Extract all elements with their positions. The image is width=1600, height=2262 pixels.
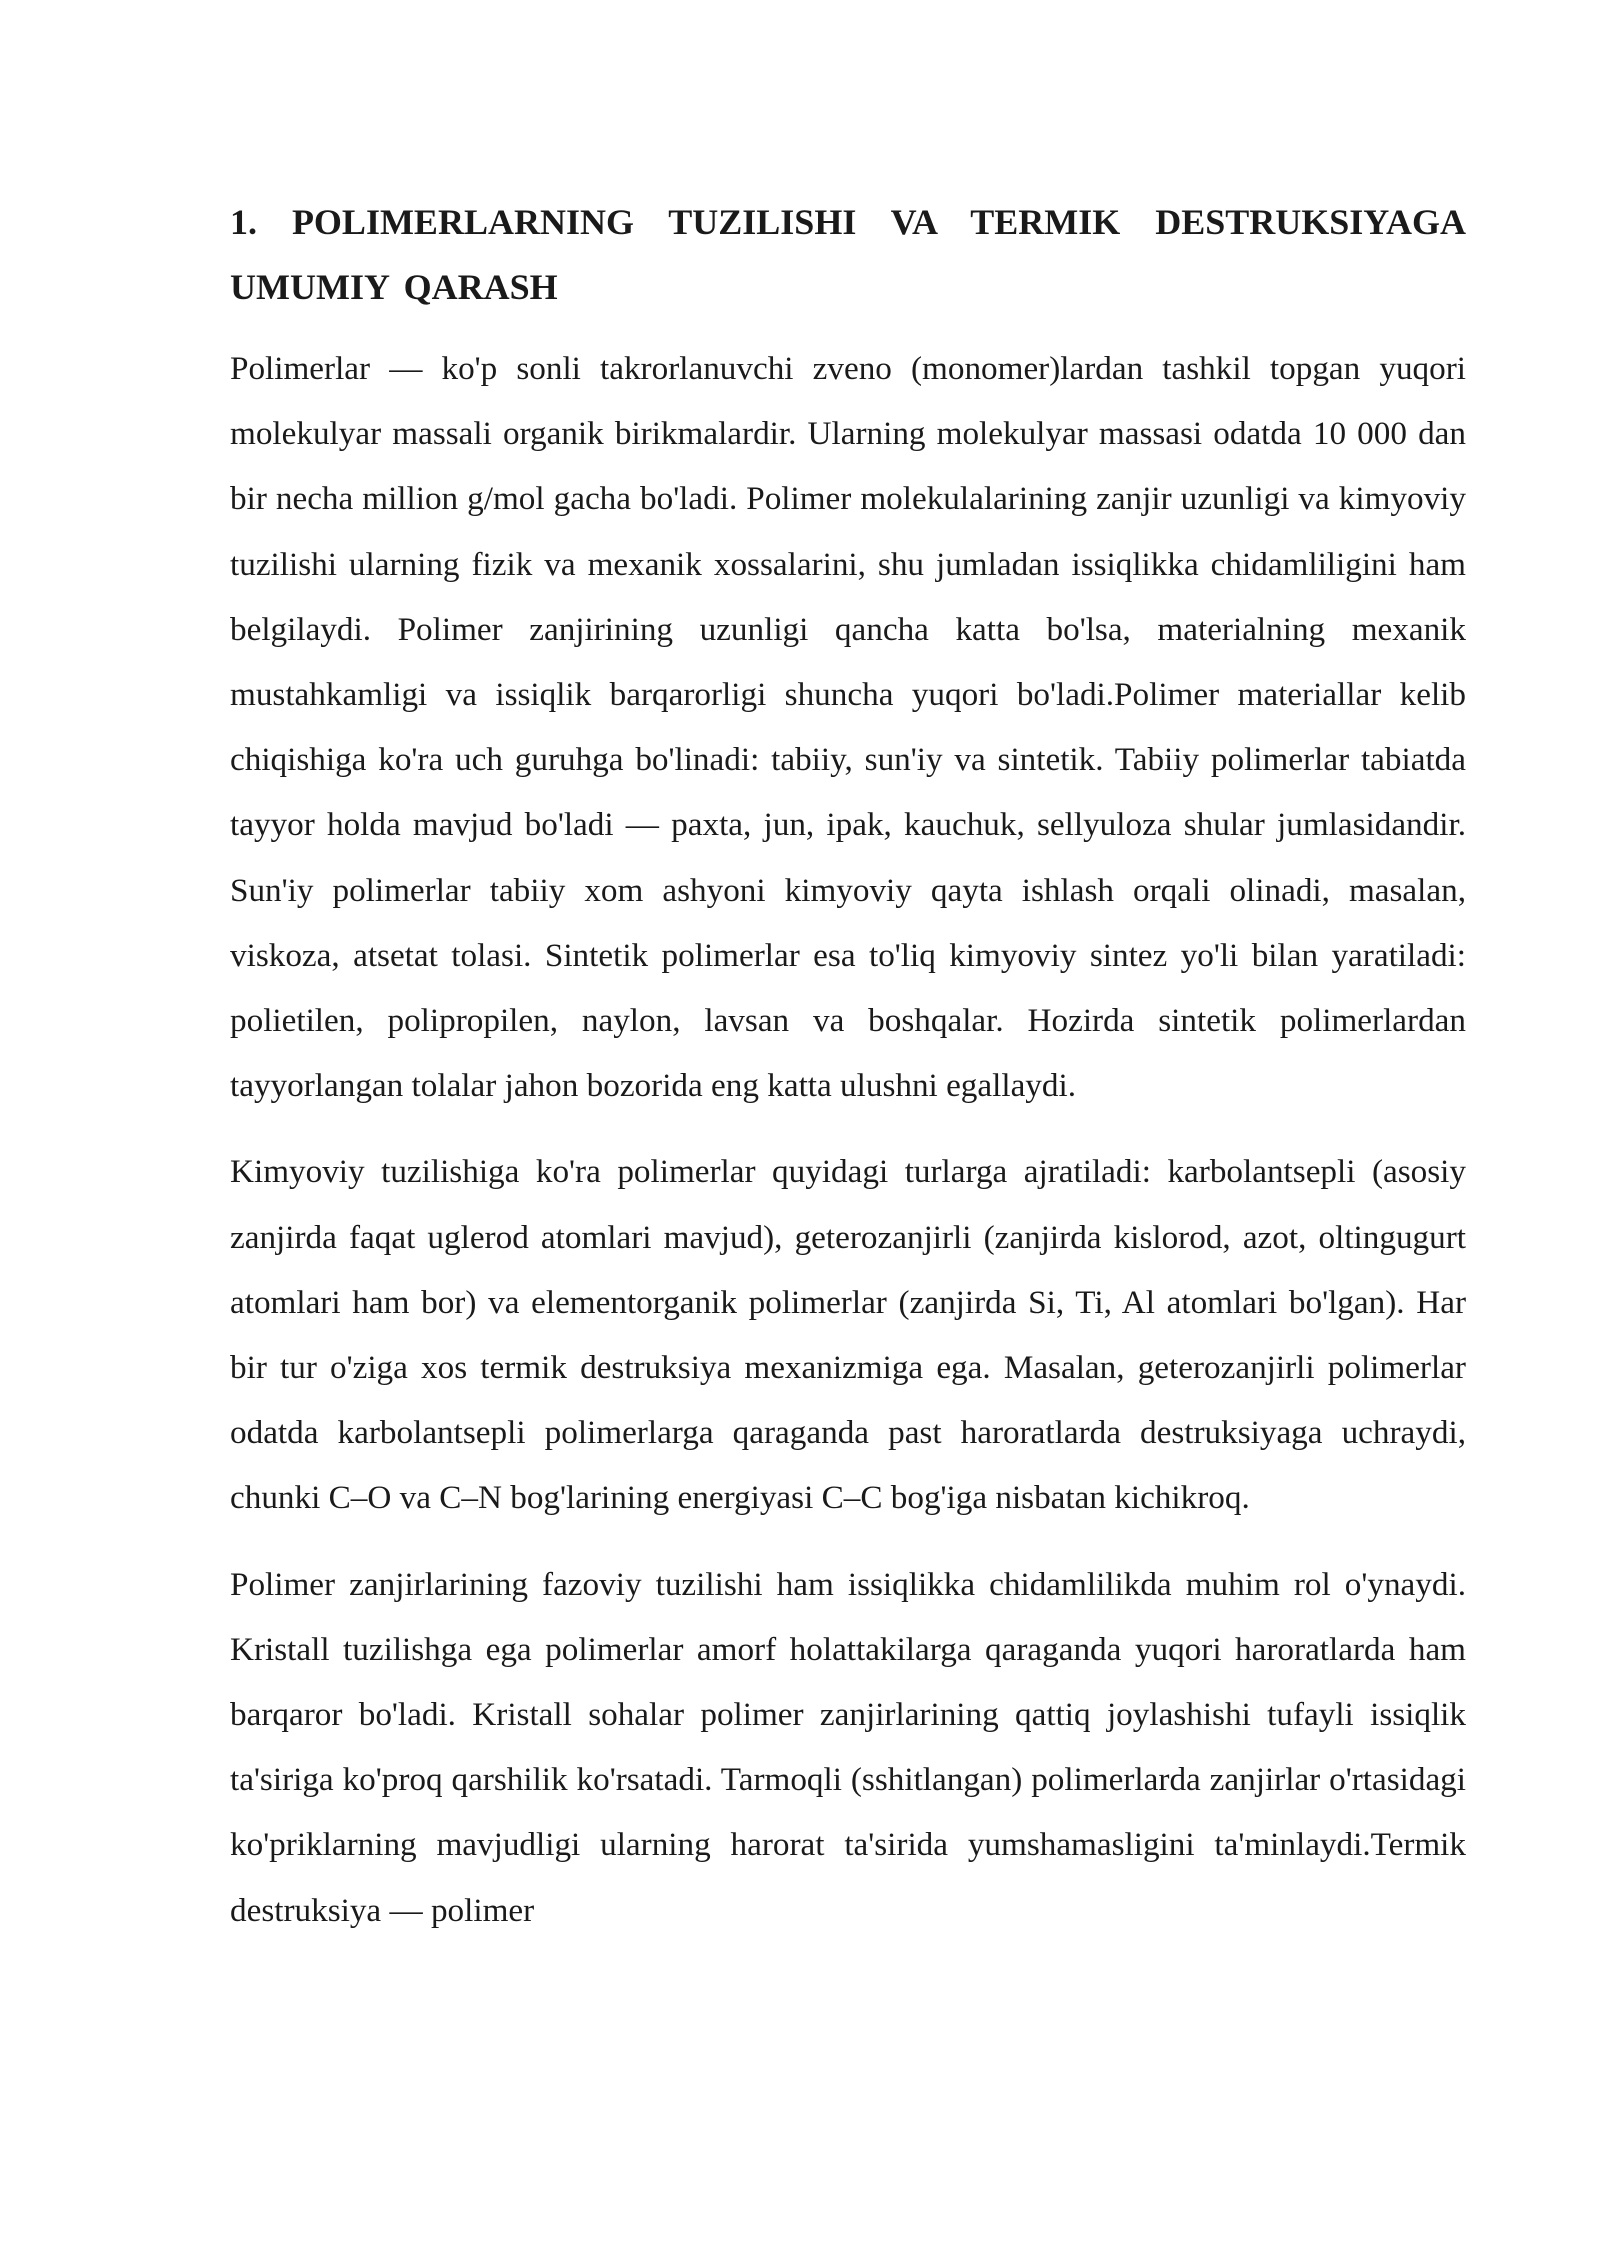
document-content — [230, 190, 1466, 1964]
section-heading-line-2: UMUMIY QARASH — [230, 267, 558, 307]
paragraph-chemical-structure: Kimyoviy tuzilishiga ko'ra polimerlar quyidagi turlarga ajratiladi: karbolantsepli (asosiy zanjirda faqat uglerod atomlari mavjud), geterozanjirli (zanjirda kislorod, azot, oltingugurt atomlari ham bor) va elementorganik polimerlar (zanjirda Si, Ti, Al atomlari bo'lgan). Har bir tur o'ziga xos termik destruksiya mexanizmiga ega. Masalan, geterozanjirli polimerlar odatda karbolantsepli polimerlarga qaraganda past haroratlarda destruksiyaga uchraydi, chunki C–O va C–N bog'larining energiyasi C–C bog'iga nisbatan kichikroq. — [230, 1153, 1466, 1517]
section-heading-line-1: 1. POLIMERLARNING TUZILISHI VA TERMIK DESTRUKSIYAGA — [230, 202, 1466, 242]
paragraph-spatial-structure: Polimer zanjirlarining fazoviy tuzilishi ham issiqlikka chidamlilikda muhim rol o'ynaydi. Kristall tuzilishga ega polimerlar amorf holattakilarga qaraganda yuqori haroratlarda ham barqaror bo'ladi. Kristall sohalar polimer zanjirlarining qattiq joylashishi tufayli issiqlik ta'siriga ko'proq qarshilik ko'rsatadi. Tarmoqli (sshitlangan) polimerlarda zanjirlar o'rtasidagi ko'priklarning mavjudligi ularning harorat ta'sirida yumshamasligini ta'minlaydi.Termik destruksiya — polimer — [230, 1565, 1466, 1929]
paragraph-polymer-definition: Polimerlar — ko'p sonli takrorlanuvchi zveno (monomer)lardan tashkil topgan yuqori molekulyar massali organik birikmalardir. Ularning molekulyar massasi odatda 10 000 dan bir necha million g/mol gacha bo'ladi. Polimer molekulalarining zanjir uzunligi va kimyoviy tuzilishi ularning fizik va mexanik xossalarini, shu jumladan issiqlikka chidamliligini ham belgilaydi. Polimer zanjirining uzunligi qancha katta bo'lsa, materialning mexanik mustahkamligi va issiqlik barqarorligi shuncha yuqori bo'ladi.Polimer materiallar kelib chiqishiga ko'ra uch guruhga bo'linadi: tabiiy, sun'iy va sintetik. Tabiiy polimerlar tabiatda tayyor holda mavjud bo'ladi — paxta, jun, ipak, kauchuk, sellyuloza shular jumlasidandir. Sun'iy polimerlar tabiiy xom ashyoni kimyoviy qayta ishlash orqali olinadi, masalan, viskoza, atsetat tolasi. Sintetik polimerlar esa to'liq kimyoviy sintez yo'li bilan yaratiladi: polietilen, polipropilen, naylon, lavsan va boshqalar. Hozirda sintetik polimerlardan tayyorlangan tolalar jahon bozorida eng katta ulushni egallaydi. — [230, 350, 1466, 1105]
section-heading — [230, 190, 1466, 320]
